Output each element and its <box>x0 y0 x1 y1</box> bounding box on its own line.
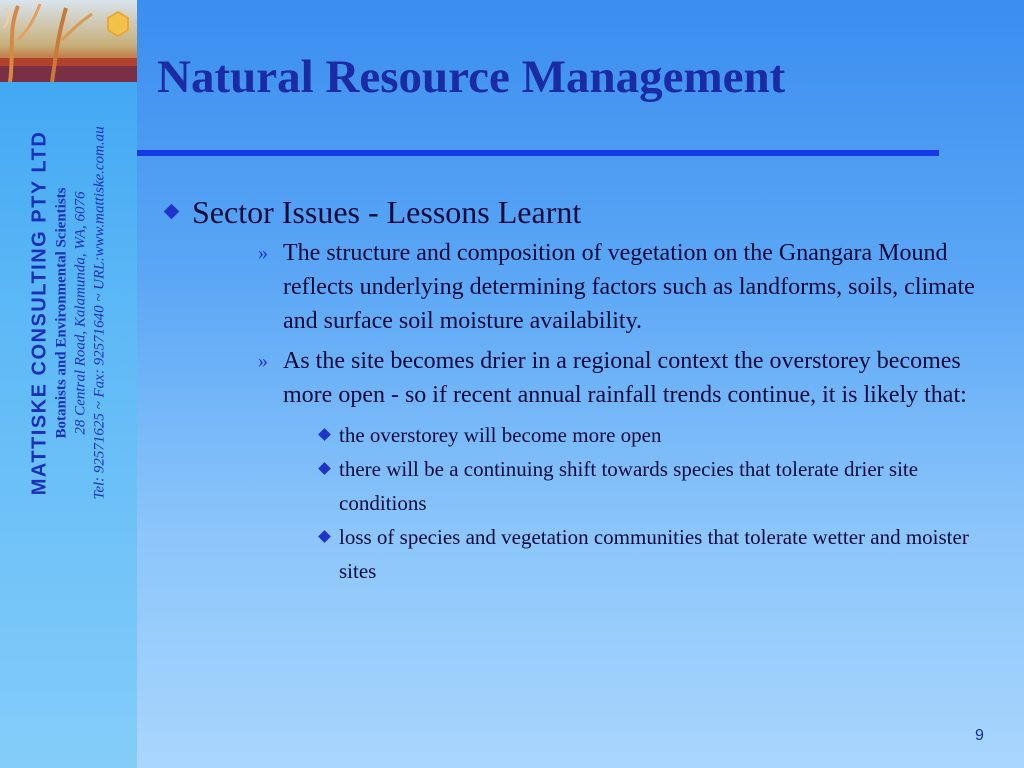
raquo-bullet-icon: » <box>258 242 268 264</box>
list-item <box>317 418 990 452</box>
point-text: The structure and composition of vegetation on the Gnangara Mound reflects underlying determining factors such as landforms, soils, climate and surface soil moisture availability. <box>283 240 975 334</box>
sidebar <box>0 0 137 768</box>
point-text: As the site becomes drier in a regional context the overstorey becomes more open - so if recent annual rainfall trends continue, it is likely that: <box>283 348 967 408</box>
sidebar-subtitle: Botanists and Environmental Scientists <box>53 187 70 439</box>
diamond-bullet-icon <box>318 530 331 543</box>
raquo-bullet-icon: » <box>258 350 268 372</box>
slide-title: Natural Resource Management <box>157 51 786 103</box>
diamond-bullet-icon <box>164 204 180 220</box>
points-list <box>258 236 990 412</box>
sub-points-list <box>317 418 990 588</box>
logo-artwork <box>0 0 137 82</box>
sidebar-contact: Tel: 92571625 ~ Fax: 92571640 ~ URL:www.mattiske.com.au <box>91 126 108 500</box>
title-divider <box>137 150 939 156</box>
list-item <box>258 344 990 412</box>
section-heading-item <box>160 192 990 232</box>
sidebar-address: 28 Central Road, Kalamunda, WA, 6076 <box>72 191 89 435</box>
sidebar-company-block <box>27 126 110 499</box>
page-number: 9 <box>975 727 984 744</box>
diamond-bullet-icon <box>318 462 331 475</box>
slide-content <box>160 192 990 588</box>
sidebar-company-name: MATTISKE CONSULTING PTY LTD <box>28 130 51 496</box>
sub-point-text: there will be a continuing shift towards species that tolerate drier site conditions <box>339 457 919 515</box>
sub-point-text: loss of species and vegetation communities that tolerate wetter and moister sites <box>339 525 969 583</box>
company-logo <box>0 0 137 82</box>
list-item <box>317 452 990 520</box>
list-item <box>317 520 990 588</box>
diamond-bullet-icon <box>318 428 331 441</box>
section-heading: Sector Issues - Lessons Learnt <box>192 194 582 230</box>
list-item <box>258 236 990 338</box>
sub-point-text: the overstorey will become more open <box>339 423 662 447</box>
